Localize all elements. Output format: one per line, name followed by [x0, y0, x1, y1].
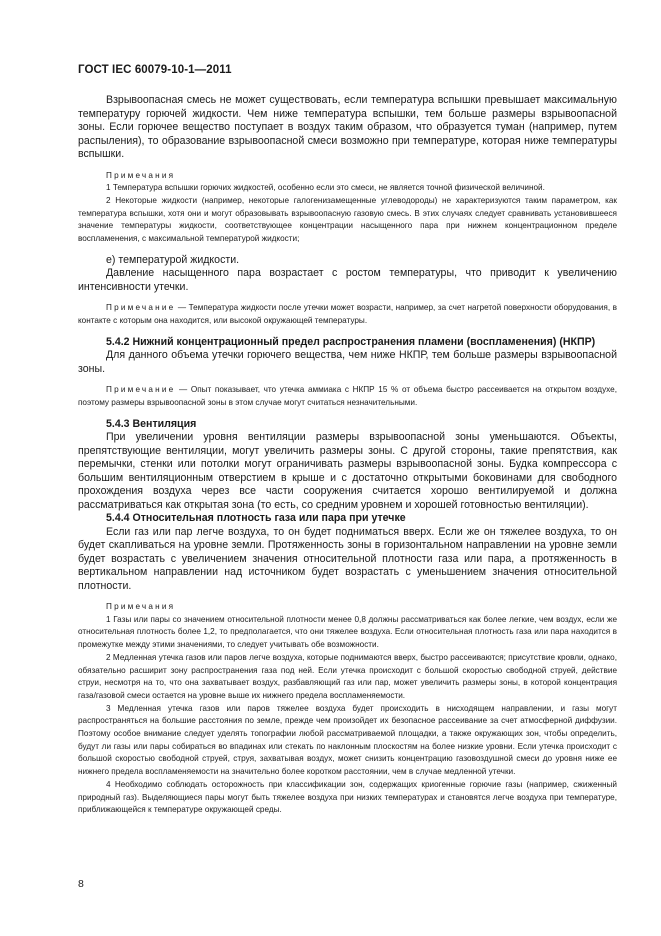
notes-heading-1: Примечания — [106, 170, 176, 180]
paragraph-lel: Для данного объема утечки горючего вещества, чем ниже НКПР, тем больше размеры взрывоопасной зоны. — [78, 349, 617, 375]
section-heading-5-4-3: 5.4.3 Вентиляция — [106, 417, 197, 430]
section-heading-5-4-4: 5.4.4 Относительная плотность газа или пара при утечке — [106, 512, 406, 525]
document-header: ГОСТ IEC 60079-10-1—2011 — [78, 64, 232, 76]
note-3-2: 2 Медленная утечка газов или паров легче воздуха, которые поднимаются вверх, быстро рассеиваются; присутствие кровли, однако, обязательно расширит зону распространения газа под ней. Если утечка происходит с большой скоростью свободной струей, действие струи, несмотря на то, что она захватывает воздух, разбавляющий газ или пар, может увеличить размеры зоны, в которой концентрация газа/газовой смеси остается на уровне выше их нижнего предела воспламеняемости. — [78, 652, 617, 700]
note-1-2: 2 Некоторые жидкости (например, некоторые галогенизамещенные углеводороды) не характеризуются таким параметром, как температура вспышки, хотя они и могут образовывать взрывоопасную газовую смесь. В этих случаях следует сравнивать установившееся значение температуры жидкости, соответствующее концентрации насыщенного пара при нижнем концентрационном пределе воспламенения, с максимальной температурой жидкости; — [78, 195, 617, 244]
note-3-4: 4 Необходимо соблюдать осторожность при классификации зон, содержащих криогенные горючие газы (например, сжиженный природный газ). Выделяющиеся пары могут быть тяжелее воздуха при низких температурах и становятся легче воздуха при температуре, приближающейся к температуре окружающей среды. — [78, 779, 617, 815]
notes-heading-3: Примечания — [106, 602, 176, 612]
note-ammonia — [78, 384, 617, 409]
list-item-e: е) температурой жидкости. — [106, 253, 240, 266]
note-label: Примечание — [106, 385, 176, 395]
paragraph-relative-density: Если газ или пар легче воздуха, то он будет подниматься вверх. Если же он тяжелее воздуха, то он будет скапливаться на уровне земли. Протяженность зоны в горизонтальном направлении на уровне земли будет возрастать с увеличением значения относительной плотности газа или пара, а протяженность в вертикальном направлении над источником будет возрастать с уменьшением значения относительной плотности. — [78, 525, 617, 592]
note-text: — Опыт показывает, что утечка аммиака с НКПР 15 % от объема быстро рассеивается на открытом воздухе, поэтому размеры взрывоопасной зоны в этом случае могут считаться незначительными. — [78, 385, 617, 407]
document-body — [78, 94, 617, 817]
section-heading-5-4-2: 5.4.2 Нижний концентрационный предел распространения пламени (воспламенения) (НКПР) — [106, 335, 596, 348]
page-number: 8 — [78, 878, 84, 890]
note-text: — Температура жидкости после утечки может возрасти, например, за счет нагретой поверхности оборудования, в контакте с которым она находится, или высокой окружающей температуры. — [78, 303, 617, 325]
note-1-1: 1 Температура вспышки горючих жидкостей, особенно если это смеси, не является точной физической величиной. — [106, 183, 545, 193]
note-3-3: 3 Медленная утечка газов или паров тяжелее воздуха будет происходить в нисходящем направлении, и газы могут распространяться на большие расстояния по земле, прежде чем произойдет их безопасное рассеивание за счет атмосферной диффузии. Поэтому особое внимание следует уделять топографии любой рассматриваемой площадки, а также окружающих зон, чтобы определить, будут ли газы или пары собираться во впадинах или стекать по наклонным плоскостям на более низкие уровни. Если утечка происходит с большой скоростью свободной струей, струя, захватывая воздух, может снизить концентрацию газовоздушной смеси до уровня ниже ее нижнего предела воспламеняемости на значительно более коротком расстоянии, чем в случае медленной утечки. — [78, 703, 617, 777]
paragraph-ventilation: При увеличении уровня вентиляции размеры взрывоопасной зоны уменьшаются. Объекты, препятствующие вентиляции, могут увеличить размеры зоны. С другой стороны, такие препятствия, как перемычки, стенки или потолки могут ограничивать размеры взрывоопасной зоны. Будка компрессора с большим вентиляционным отверстием в крыше и с достаточно открытыми боковинами для свободного прохождения воздуха через все части сооружения считается хорошо вентилируемой и должна рассматриваться как открытая зона (то есть, со средним уровнем и хорошей готовностью вентиляции). — [78, 431, 617, 511]
paragraph-vapor-pressure: Давление насыщенного пара возрастает с ростом температуры, что приводит к увеличению интенсивности утечки. — [78, 267, 617, 293]
note-3-1: 1 Газы или пары со значением относительной плотности менее 0,8 должны рассматриваться как более легкие, чем воздух, если же относительная плотность более 1,2, то предполагается, что они тяжелее воздуха. Если относительная плотность газа или пара находится в промежутке между этими значениями, то следует учитывать обе возможности. — [78, 614, 617, 650]
note-liquid-temperature — [78, 302, 617, 327]
note-label: Примечание — [106, 303, 176, 313]
paragraph-flash-point: Взрывоопасная смесь не может существовать, если температура вспышки превышает максимальную температуру горючей жидкости. Чем ниже температура вспышки, тем больше размеры взрывоопасной зоны. Если горючее вещество поступает в воздух таким образом, что образуется туман (например, путем распыления), то образование взрывоопасной смеси возможно при температуре, которая ниже температуры вспышки. — [78, 94, 617, 160]
